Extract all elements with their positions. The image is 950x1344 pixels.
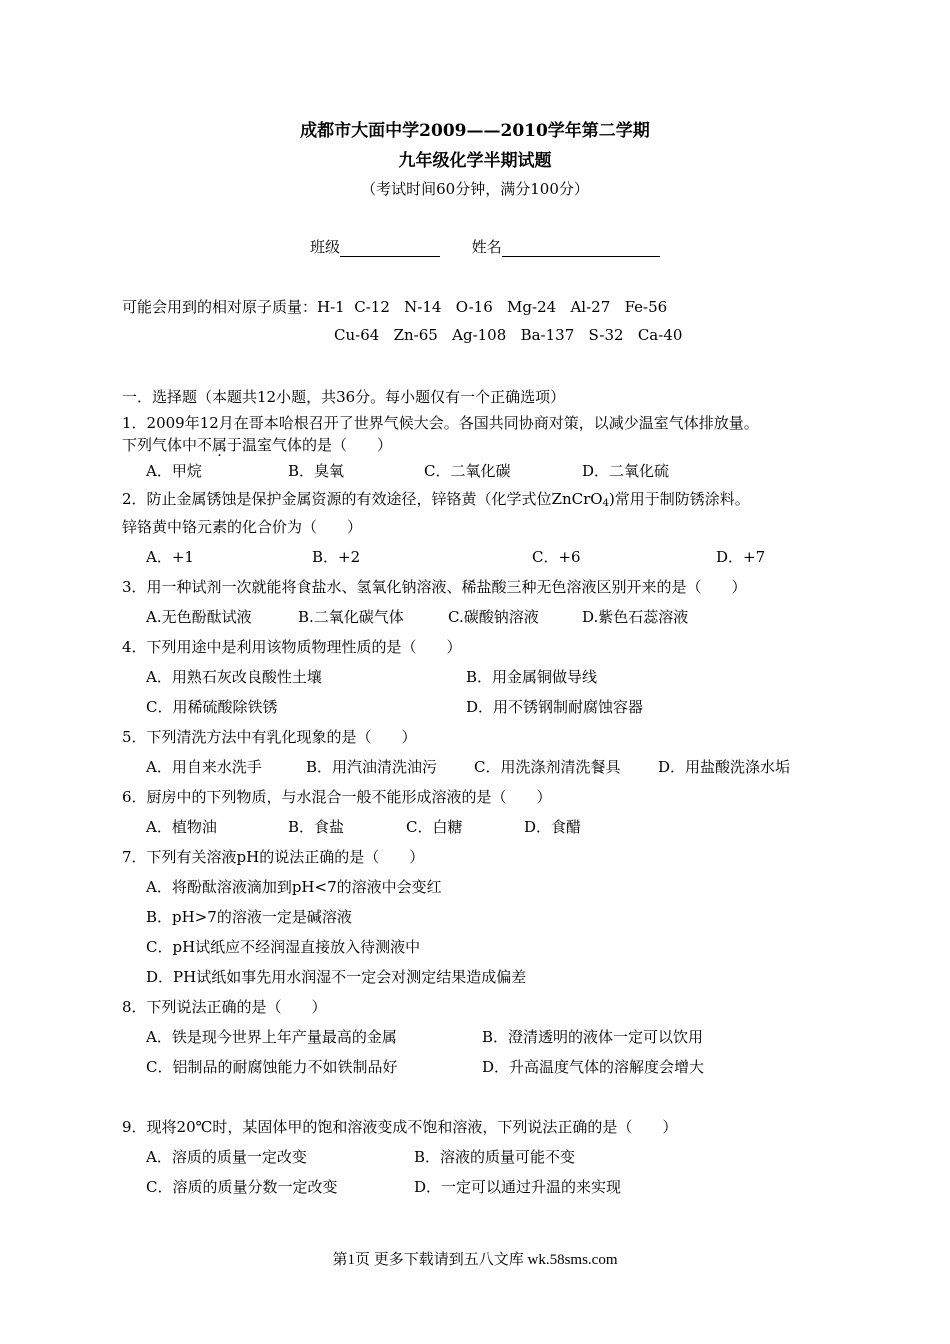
class-label: 班级 <box>310 238 341 256</box>
q1-emphasis: 不属于 <box>197 436 243 454</box>
q3-option-c: C.碳酸钠溶液 <box>448 608 539 626</box>
q9-option-c: C．溶质的质量分数一定改变 <box>146 1178 338 1196</box>
q2-option-c: C．+6 <box>532 548 581 566</box>
q4-options-row2 <box>0 696 950 716</box>
q8-options-row2 <box>0 1056 950 1076</box>
q7-option-a: A．将酚酞溶液滴加到pH<7的溶液中会变红 <box>146 878 442 896</box>
q2-options <box>0 546 950 566</box>
q5-option-c: C．用洗涤剂清洗餐具 <box>474 758 621 776</box>
q8-option-a: A．铁是现今世界上年产量最高的金属 <box>146 1028 397 1046</box>
class-name-row <box>310 236 660 257</box>
q1-stem-pre: 下列气体中 <box>122 436 198 454</box>
name-blank <box>502 240 660 257</box>
q1-stem-line1: 1．2009年12月在哥本哈根召开了世界气候大会。各国共同协商对策，以减少温室气体排放量。 <box>122 414 759 432</box>
q9-option-b: B．溶液的质量可能不变 <box>414 1148 576 1166</box>
q4-option-b: B．用金属铜做导线 <box>466 668 598 686</box>
q4-option-a: A．用熟石灰改良酸性土壤 <box>146 668 322 686</box>
q9-options-row1 <box>0 1146 950 1166</box>
q3-stem: 3．用一种试剂一次就能将食盐水、氢氧化钠溶液、稀盐酸三种无色溶液区别开来的是（ ） <box>122 578 747 596</box>
exam-time-note: （考试时间60分钟，满分100分） <box>361 180 589 198</box>
q1-stem-post: 温室气体的是（ ） <box>242 436 393 454</box>
q4-options-row1 <box>0 666 950 686</box>
q3-options <box>0 606 950 626</box>
q6-option-d: D．食醋 <box>524 818 582 836</box>
q2-option-b: B．+2 <box>312 548 361 566</box>
q1-option-b: B．臭氧 <box>288 462 345 480</box>
q8-option-d: D．升高温度气体的溶解度会增大 <box>482 1058 705 1076</box>
q1-option-d: D．二氧化硫 <box>582 462 670 480</box>
q7-option-c: C．pH试纸应不经润湿直接放入待测液中 <box>146 938 421 956</box>
q7-option-d: D．PH试纸如事先用水润湿不一定会对测定结果造成偏差 <box>146 968 527 986</box>
page-footer: 第1页 更多下载请到五八文库 wk.58sms.com <box>332 1252 618 1268</box>
q3-option-b: B.二氧化碳气体 <box>298 608 404 626</box>
atomic-masses-line2: Cu-64 Zn-65 Ag-108 Ba-137 S-32 Ca-40 <box>334 326 683 344</box>
q5-option-a: A．用自来水洗手 <box>146 758 262 776</box>
q2-option-d: D．+7 <box>716 548 766 566</box>
name-label: 姓名 <box>471 238 502 256</box>
exam-subject-title: 九年级化学半期试题 <box>398 151 552 171</box>
exam-title: 成都市大面中学2009——2010学年第二学期 <box>300 121 650 141</box>
q2-stem-line2: 锌铬黄中铬元素的化合价为（ ） <box>122 518 363 536</box>
q8-options-row1 <box>0 1026 950 1046</box>
q9-option-d: D．一定可以通过升温的来实现 <box>414 1178 622 1196</box>
q6-options <box>0 816 950 836</box>
class-blank <box>340 240 440 257</box>
q4-option-c: C．用稀硫酸除铁锈 <box>146 698 278 716</box>
q5-stem: 5．下列清洗方法中有乳化现象的是（ ） <box>122 728 417 746</box>
q2-stem-post: )常用于制防锈涂料。 <box>608 490 750 508</box>
q6-stem: 6．厨房中的下列物质，与水混合一般不能形成溶液的是（ ） <box>122 788 552 806</box>
q1-option-c: C．二氧化碳 <box>424 462 511 480</box>
section-heading: 一．选择题（本题共12小题，共36分。每小题仅有一个正确选项） <box>122 388 566 406</box>
q2-formula-subscript: 4 <box>602 498 609 509</box>
q8-stem: 8．下列说法正确的是（ ） <box>122 998 327 1016</box>
q3-option-a: A.无色酚酞试液 <box>146 608 252 626</box>
q2-option-a: A．+1 <box>146 548 194 566</box>
q6-option-a: A．植物油 <box>146 818 217 836</box>
q9-stem: 9．现将20℃时，某固体甲的饱和溶液变成不饱和溶液，下列说法正确的是（ ） <box>122 1118 678 1136</box>
q9-option-a: A．溶质的质量一定改变 <box>146 1148 307 1166</box>
q1-option-a: A．甲烷 <box>146 462 202 480</box>
q5-options <box>0 756 950 776</box>
q6-option-b: B．食盐 <box>288 818 345 836</box>
q1-options <box>0 460 950 480</box>
q1-stem-line2 <box>122 434 392 455</box>
q4-stem: 4．下列用途中是利用该物质物理性质的是（ ） <box>122 638 462 656</box>
q7-stem: 7．下列有关溶液pH的说法正确的是（ ） <box>122 848 425 866</box>
q5-option-d: D．用盐酸洗涤水垢 <box>658 758 791 776</box>
q8-option-c: C．铝制品的耐腐蚀能力不如铁制品好 <box>146 1058 398 1076</box>
q2-stem-line1 <box>122 488 750 509</box>
q9-options-row2 <box>0 1176 950 1196</box>
q8-option-b: B．澄清透明的液体一定可以饮用 <box>482 1028 704 1046</box>
atomic-masses-line1: 可能会用到的相对原子质量：H-1 C-12 N-14 O-16 Mg-24 Al-27 Fe-56 <box>122 298 668 316</box>
q6-option-c: C．白糖 <box>406 818 463 836</box>
q4-option-d: D．用不锈钢制耐腐蚀容器 <box>466 698 644 716</box>
q7-option-b: B．pH>7的溶液一定是碱溶液 <box>146 908 352 926</box>
q5-option-b: B．用汽油清洗油污 <box>306 758 438 776</box>
q2-stem-pre: 2．防止金属锈蚀是保护金属资源的有效途径，锌铬黄（化学式位ZnCrO <box>122 490 603 508</box>
q3-option-d: D.紫色石蕊溶液 <box>582 608 689 626</box>
